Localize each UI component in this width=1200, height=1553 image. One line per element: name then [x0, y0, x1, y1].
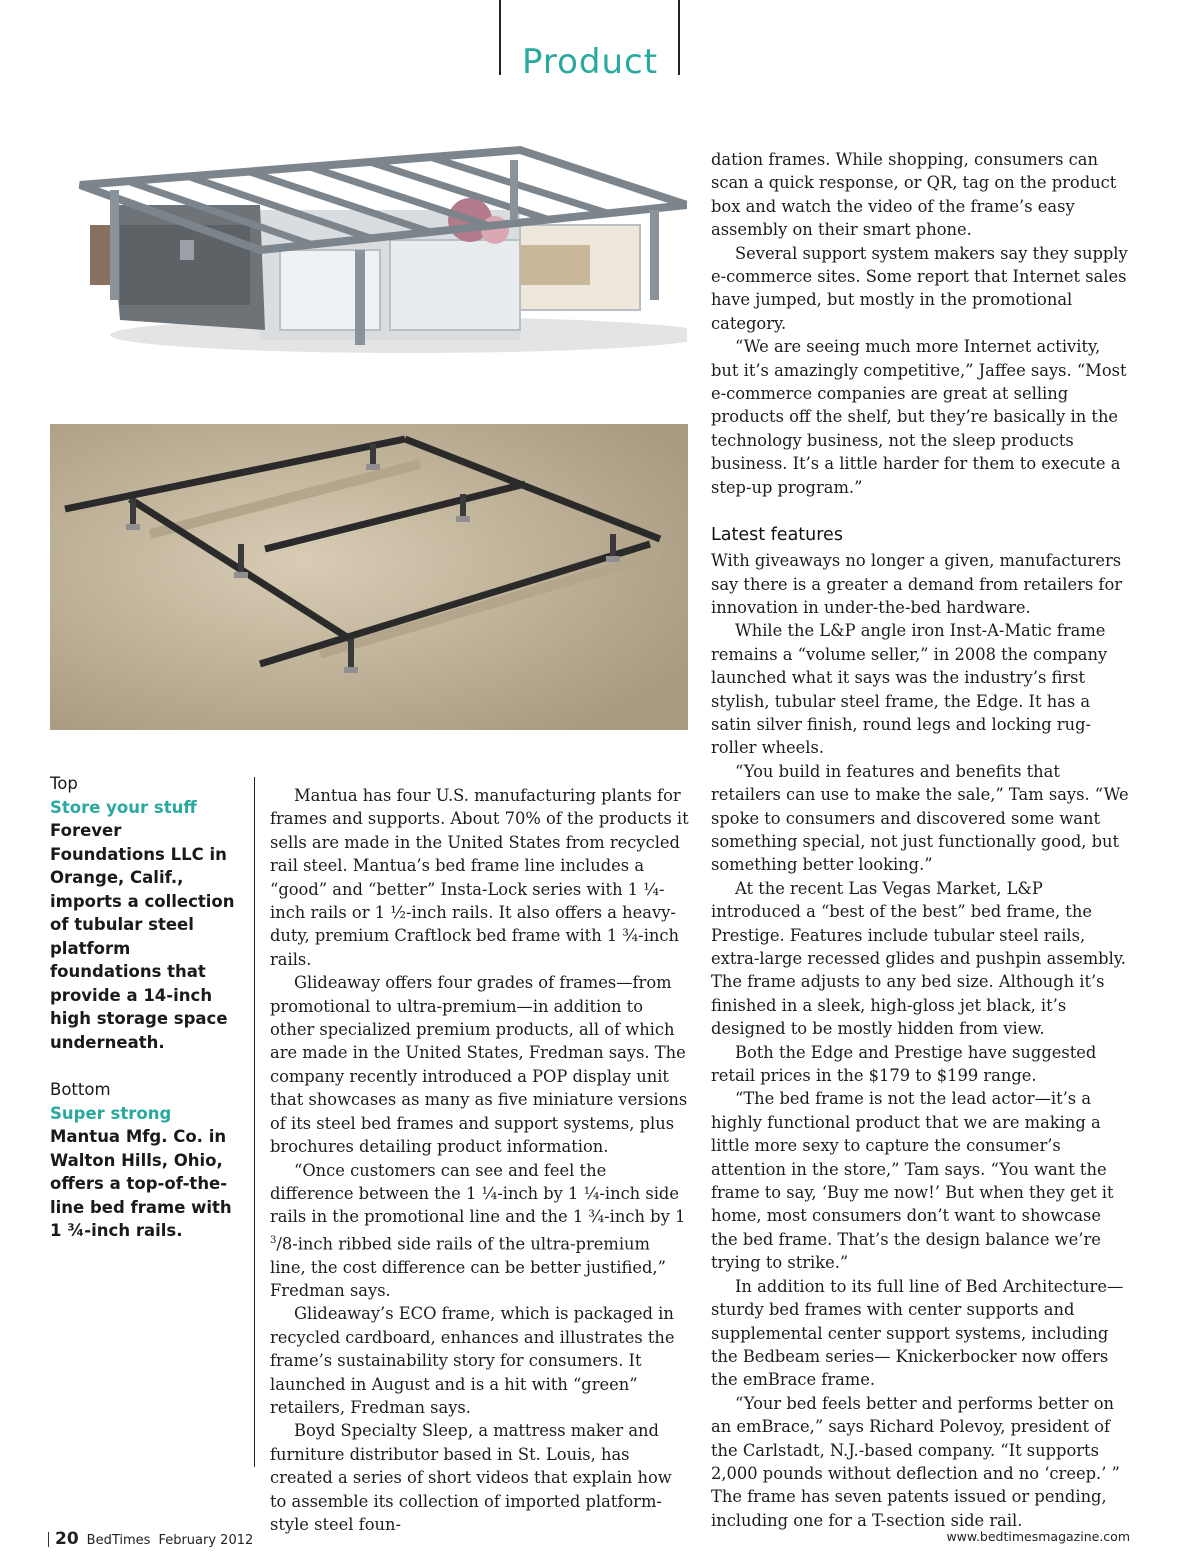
caption-top-title: Store your stuff — [50, 797, 197, 817]
paragraph: “Your bed feels better and performs better on an emBrace,” says Richard Polevoy, president of the Carlstadt, N.J.-based company. “It supports 2,000 pounds without deflection and no ‘creep.’ ” The frame has seven patents issued or pending, including one for a T-section side rail. — [711, 1393, 1120, 1530]
header-rule-right — [678, 0, 680, 75]
caption-bottom-label: Bottom — [50, 1080, 111, 1099]
section-title: Product — [521, 42, 659, 82]
paragraph: Several support system makers say they supply e-commerce sites. Some report that Internet sales have jumped, but mostly in the promotional category. — [711, 243, 1128, 333]
magazine-name: BedTimes — [86, 1533, 151, 1548]
footer-folio — [48, 1529, 253, 1549]
fraction-superscript: 3 — [270, 1234, 277, 1246]
paragraph: With giveaways no longer a given, manufacturers say there is a greater a demand from retailers for innovation in under-the-bed hardware. — [711, 551, 1123, 617]
folio-rule — [48, 1532, 49, 1547]
article-column-right — [711, 148, 1131, 1532]
paragraph: Mantua has four U.S. manufacturing plants for frames and supports. About 70% of the products it sells are made in the United States from recycled rail steel. Mantua’s bed frame line includes a “good” and “better” Insta-Lock series with 1 ¼-inch rails or 1 ½-inch rails. It also offers a heavy-duty, premium Craftlock bed frame with 1 ¾-inch rails. — [270, 786, 689, 969]
paragraph: While the L&P angle iron Inst-A-Matic frame remains a “volume seller,” in 2008 the company launched what it says was the industry’s first stylish, tubular steel frame, the Edge. It has a satin silver finish, round legs and locking rug-roller wheels. — [711, 621, 1108, 758]
caption-spacer — [50, 1054, 238, 1078]
paragraph: “You build in features and benefits that retailers can use to make the sale,” Tam says. “We spoke to consumers and discovered some want something special, not just functionally good, but something better looking.” — [711, 761, 1129, 875]
paragraph: Both the Edge and Prestige have suggested retail prices in the $179 to $199 range. — [711, 1042, 1097, 1086]
issue-date: February 2012 — [158, 1533, 254, 1548]
column-divider — [254, 777, 255, 1467]
photo-steel-bed-frame — [50, 424, 688, 730]
photo-storage-platform — [50, 130, 687, 360]
caption-bottom-paragraph — [50, 1102, 238, 1243]
paragraph: In addition to its full line of Bed Architecture—sturdy bed frames with center supports and supplemental center support systems, including the Bedbeam series— Knickerbocker now offers the emBrace frame. — [711, 1276, 1124, 1390]
paragraph: Boyd Specialty Sleep, a mattress maker and furniture distributor based in St. Louis, has created a series of short videos that explain how to assemble its collection of imported platform-style steel foun- — [270, 1421, 672, 1535]
caption-top-label: Top — [50, 774, 78, 793]
footer-url: www.bedtimesmagazine.com — [946, 1529, 1130, 1544]
article-column-middle — [270, 784, 690, 1536]
caption-bottom-title: Super strong — [50, 1103, 172, 1123]
paragraph-part: “Once customers can see and feel the difference between the 1 ¼-inch by 1 ¼-inch side rails in the promotional line and the 1 ¾-inch by 1 — [270, 1160, 686, 1227]
paragraph — [270, 1159, 690, 1303]
paragraph-part: /8-inch ribbed side rails of the ultra-premium line, the cost difference can be better justified,” Fredman says. — [270, 1234, 666, 1300]
caption-bottom-body: Mantua Mfg. Co. in Walton Hills, Ohio, offers a top-of-the-line bed frame with 1 ¾-inch rails. — [50, 1127, 232, 1240]
paragraph: Glideaway’s ECO frame, which is packaged in recycled cardboard, enhances and illustrates the frame’s sustainability story for consumers. It launched in August and is a hit with “green” retailers, Fredman says. — [270, 1304, 675, 1417]
page-number: 20 — [55, 1529, 79, 1549]
header-rule-left — [499, 0, 501, 75]
subhead-latest-features: Latest features — [711, 525, 843, 546]
paragraph: At the recent Las Vegas Market, L&P introduced a “best of the best” bed frame, the Prestige. Features include tubular steel rails, extra-large recessed glides and pushpin assembly. The frame adjusts to any bed size. Although it’s finished in a sleek, high-gloss jet black, it’s designed to be mostly hidden from view. — [711, 878, 1126, 1039]
caption-top-body: Forever Foundations LLC in Orange, Calif., imports a collection of tubular steel platform foundations that provide a 14-inch high storage space underneath. — [50, 821, 235, 1052]
paragraph: Glideaway offers four grades of frames—from promotional to ultra-premium—in addition to other specialized premium products, all of which are made in the United States, Fredman says. The company recently introduced a POP display unit that showcases as many as five miniature versions of its steel bed frames and support systems, plus brochures detailing product information. — [270, 973, 688, 1157]
paragraph: “We are seeing much more Internet activity, but it’s amazingly competitive,” Jaffee says. “Most e-commerce companies are great at selling products off the shelf, but they’re basically in the technology business, not the sleep products business. It’s a little harder for them to execute a step-up program.” — [711, 337, 1127, 497]
paragraph: dation frames. While shopping, consumers can scan a quick response, or QR, tag on the product box and watch the video of the frame’s easy assembly on their smart phone. — [711, 150, 1117, 240]
paragraph: “The bed frame is not the lead actor—it’s a highly functional product that we are making a little more sexy to capture the consumer’s attention in the store,” Tam says. “You want the frame to say, ‘Buy me now!’ But when they get it home, most consumers don’t want to showcase the bed frame. That’s the design balance we’re trying to strike.” — [711, 1089, 1114, 1273]
photo-caption — [50, 772, 238, 1243]
